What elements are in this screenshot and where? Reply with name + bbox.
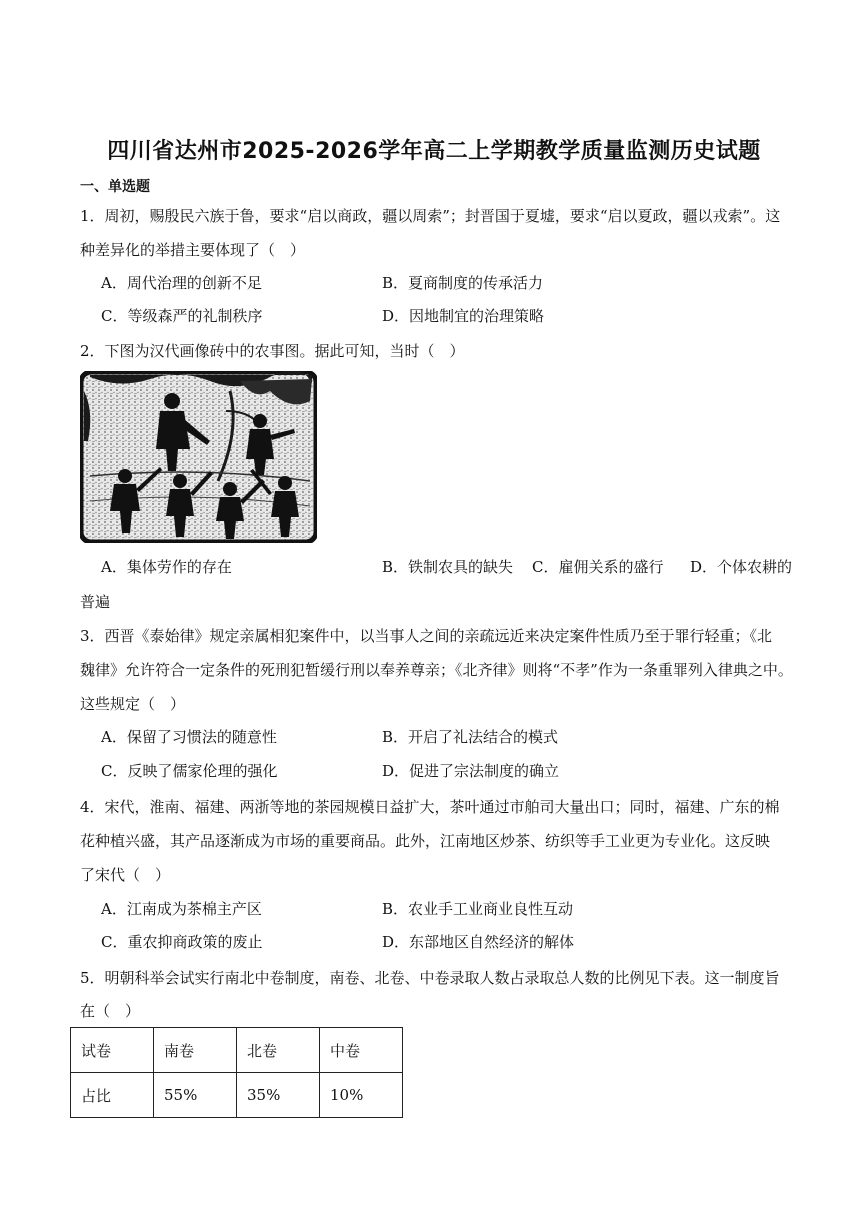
- question-5-line-2: 在（ ）: [80, 1002, 141, 1020]
- question-5-line-1: 5．明朝科举会试实行南北中卷制度，南卷、北卷、中卷录取人数占录取总人数的比例见下表。这一制度旨: [80, 969, 780, 987]
- question-3-option-c[interactable]: C．反映了儒家伦理的强化: [101, 762, 278, 780]
- table-cell: 35%: [237, 1073, 320, 1118]
- question-2-option-b[interactable]: B．铁制农具的缺失: [382, 558, 514, 576]
- question-2-option-c[interactable]: C．雇佣关系的盛行: [532, 558, 664, 576]
- table-row: [71, 1073, 403, 1118]
- section-heading: 一、单选题: [80, 179, 150, 195]
- question-1-line-2: 种差异化的举措主要体现了（ ）: [80, 241, 306, 259]
- question-1-line-1: 1．周初，赐殷民六族于鲁，要求“启以商政，疆以周索”；封晋国于夏墟，要求“启以夏政，疆以戎索”。这: [80, 207, 781, 225]
- question-3-line-1: 3．西晋《泰始律》规定亲属相犯案件中，以当事人之间的亲疏远近来决定案件性质乃至于罪行轻重；《北: [80, 627, 773, 645]
- han-brick-farming-relief-image: [80, 371, 317, 543]
- question-2-option-d-tail: 普遍: [80, 593, 111, 611]
- table-header-cell: 南卷: [154, 1028, 237, 1073]
- table-header-row: [71, 1028, 403, 1073]
- question-3-line-3: 这些规定（ ）: [80, 695, 186, 713]
- question-1-option-b[interactable]: B．夏商制度的传承活力: [382, 274, 544, 292]
- question-4-option-a[interactable]: A．江南成为茶棉主产区: [101, 900, 262, 918]
- question-2-option-d[interactable]: D．个体农耕的: [690, 558, 793, 576]
- question-3-line-2: 魏律》允许符合一定条件的死刑犯暂缓行刑以奉养尊亲；《北齐律》则将“不孝”作为一条重罪列入律典之中。: [80, 661, 793, 679]
- question-2-line-1: 2．下图为汉代画像砖中的农事图。据此可知，当时（ ）: [80, 342, 465, 360]
- question-2-option-a[interactable]: A．集体劳作的存在: [101, 558, 232, 576]
- question-1-option-c[interactable]: C．等级森严的礼制秩序: [101, 307, 263, 325]
- page-title: 四川省达州市2025-2026学年高二上学期教学质量监测历史试题: [107, 139, 761, 164]
- question-4-option-c[interactable]: C．重农抑商政策的废止: [101, 933, 263, 951]
- question-1-option-d[interactable]: D．因地制宜的治理策略: [382, 307, 545, 325]
- question-3-option-a[interactable]: A．保留了习惯法的随意性: [101, 728, 277, 746]
- question-4-line-3: 了宋代（ ）: [80, 866, 171, 884]
- question-4-option-d[interactable]: D．东部地区自然经济的解体: [382, 933, 575, 951]
- admission-ratio-table: [70, 1027, 403, 1118]
- table-header-cell: 中卷: [320, 1028, 403, 1073]
- question-4-line-2: 花种植兴盛，其产品逐渐成为市场的重要商品。此外，江南地区炒茶、纺织等手工业更为专业化。这反映: [80, 832, 771, 850]
- question-1-option-a[interactable]: A．周代治理的创新不足: [101, 274, 262, 292]
- question-4-option-b[interactable]: B．农业手工业商业良性互动: [382, 900, 574, 918]
- table-cell: 55%: [154, 1073, 237, 1118]
- table-cell: 占比: [71, 1073, 154, 1118]
- question-3-option-b[interactable]: B．开启了礼法结合的模式: [382, 728, 559, 746]
- table-header-cell: 试卷: [71, 1028, 154, 1073]
- table-cell: 10%: [320, 1073, 403, 1118]
- question-3-option-d[interactable]: D．促进了宗法制度的确立: [382, 762, 560, 780]
- question-4-line-1: 4．宋代，淮南、福建、两浙等地的茶园规模日益扩大，茶叶通过市舶司大量出口；同时，福建、广东的棉: [80, 798, 780, 816]
- table-header-cell: 北卷: [237, 1028, 320, 1073]
